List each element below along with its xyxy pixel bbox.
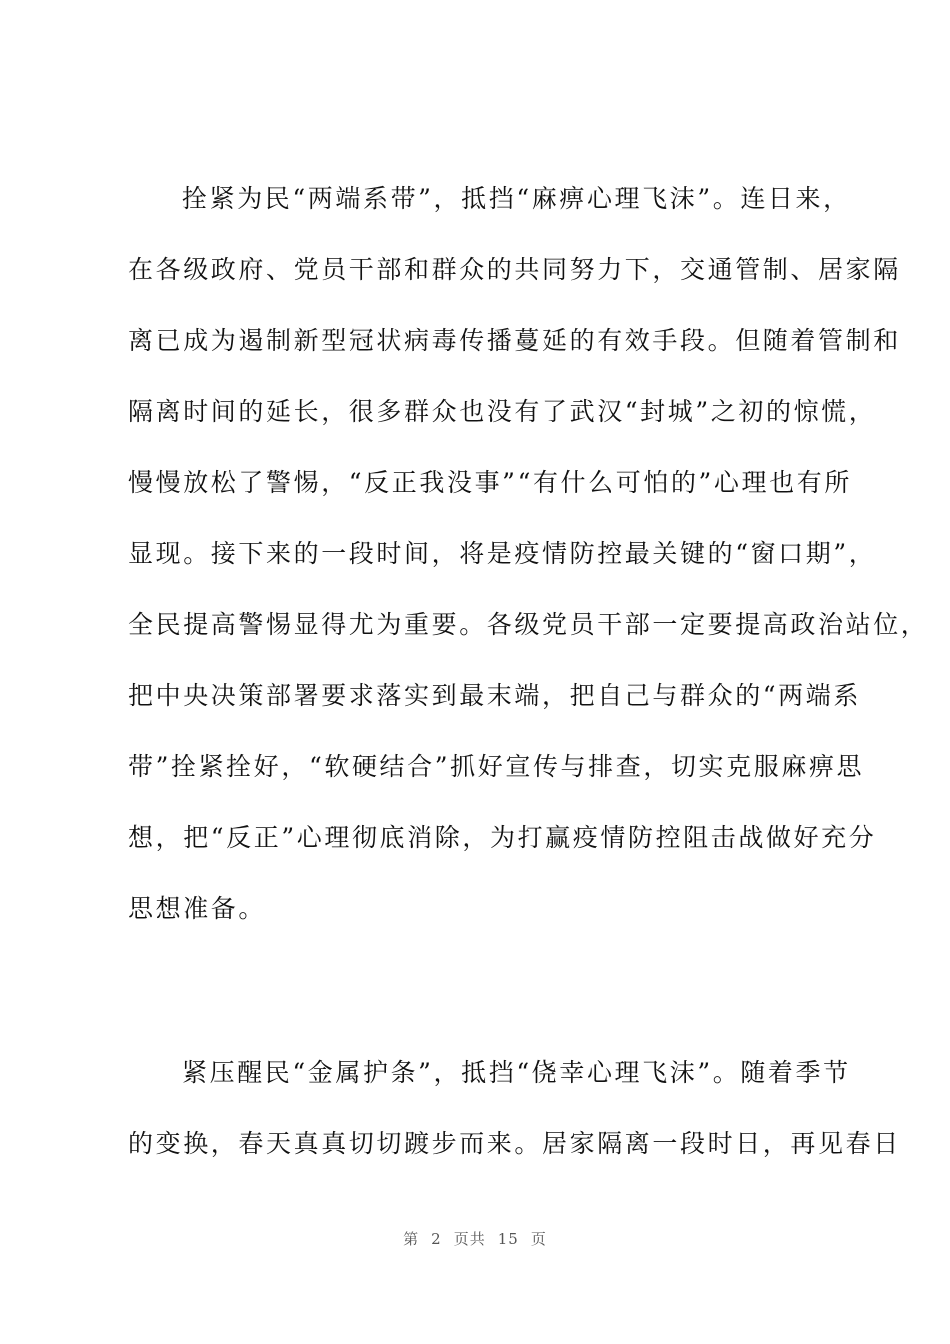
footer-total-pages: 15	[497, 1230, 519, 1248]
footer-prefix: 第	[403, 1230, 420, 1248]
paragraph-line: 在各级政府、党员干部和群众的共同努力下，交通管制、居家隔	[128, 255, 901, 284]
paragraph-line: 带”拴紧拴好，“软硬结合”抓好宣传与排查，切实克服麻痹思	[128, 752, 865, 781]
paragraph-line: 显现。接下来的一段时间，将是疫情防控最关键的“窗口期”，	[128, 539, 877, 568]
paragraph-line: 离已成为遏制新型冠状病毒传播蔓延的有效手段。但随着管制和	[128, 326, 901, 355]
paragraph-line: 慢慢放松了警惕，“反正我没事”“有什么可怕的”心理也有所	[128, 468, 852, 497]
footer-suffix: 页	[530, 1230, 547, 1248]
paragraph-line: 全民提高警惕显得尤为重要。各级党员干部一定要提高政治站位，	[128, 610, 929, 639]
footer-middle: 页共	[453, 1230, 486, 1248]
paragraph-line: 的变换，春天真真切切踱步而来。居家隔离一段时日，再见春日	[128, 1129, 901, 1158]
paragraph-line: 把中央决策部署要求落实到最末端，把自己与群众的“两端系	[128, 681, 861, 710]
paragraph-line: 想，把“反正”心理彻底消除，为打赢疫情防控阻击战做好充分	[128, 823, 877, 852]
paragraph-line: 紧压醒民“金属护条”，抵挡“侥幸心理飞沫”。随着季节	[182, 1058, 851, 1087]
footer-current-page: 2	[431, 1230, 442, 1248]
page-number-footer	[0, 1228, 950, 1249]
paragraph-line: 隔离时间的延长，很多群众也没有了武汉“封城”之初的惊慌，	[128, 397, 877, 426]
paragraph-line: 拴紧为民“两端系带”，抵挡“麻痹心理飞沫”。连日来，	[182, 184, 851, 213]
paragraph-line: 思想准备。	[128, 894, 267, 923]
